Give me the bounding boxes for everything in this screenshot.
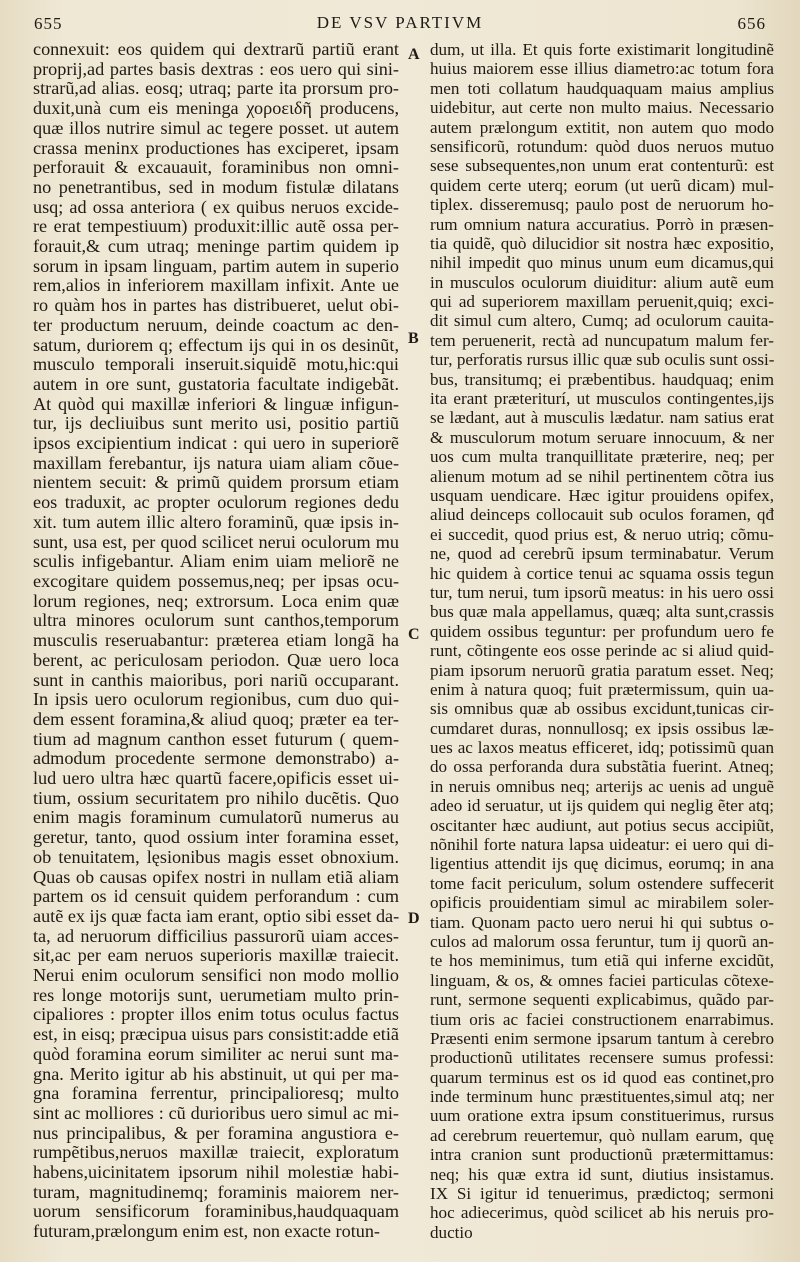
text-line: & musculorum motum seruare innocuum, & ner	[430, 427, 774, 447]
text-line: intra cranion sunt productionũ prætermittamus:	[430, 1145, 774, 1165]
text-line: in neruis omnibus neq; arterijs ac uenis ad unguẽ	[430, 776, 774, 796]
text-line: quidem certe uterq; eorum (ut uerũ dicam) mul-	[430, 175, 774, 195]
text-line: nihil impedit quo minus unum eum dicamus,qui	[430, 253, 774, 273]
text-line: sculis infigebantur. Aliam enim uiam meliorẽ ne	[33, 552, 399, 572]
text-line: ita erant præteriturí, ut musculos contingentes,ijs	[430, 389, 774, 409]
margin-letter-a: A	[408, 46, 420, 63]
text-line: IX Si igitur id tenuerimus, prædictoq; sermoni	[430, 1184, 774, 1204]
text-line: Quas ob causas opifex nostri in nullam etiã aliam	[33, 867, 399, 887]
text-line: tur, ijs decliuibus sunt merito usi, positio partiũ	[33, 414, 399, 434]
text-line: admodum procedente sermone demonstrabo) a-	[33, 749, 399, 769]
text-line: quidem ossibus teguntur: per profundum uero fe	[430, 621, 774, 641]
text-line: oscitanter hæc audiunt, aut potius secus accipiũt,	[430, 815, 774, 835]
text-line: berent, ac periculosam periodon. Quæ uero loca	[33, 650, 399, 670]
text-line: ligentius attendit ijs quę dicimus, eorumq; in ana	[430, 854, 774, 874]
text-line: uidebitur, aut certe non multo maius. Necessario	[430, 98, 774, 118]
text-line: Nerui enim oculorum sensifici non modo mollio	[33, 966, 399, 986]
text-line: rumpẽtibus,neruos maxillæ traiecit, exploratum	[33, 1143, 399, 1163]
text-line: ro quàm hos in partes has distribueret, uelut obi-	[33, 296, 399, 316]
text-line: nientem secuit: & primũ quidem prorsum etiam	[33, 473, 399, 493]
text-line: rum omnium natura accuratius. Porrò in præsen-	[430, 214, 774, 234]
text-line: tiam. Quonam pacto uero nerui hi qui subtus o-	[430, 912, 774, 932]
text-line: quæ illos nutrire simul ac tegere posset. ut autem	[33, 118, 399, 138]
text-line: maxillam ferebantur, ijs natura uiam aliam cõue-	[33, 453, 399, 473]
text-line: connexuit: eos quidem qui dextrarũ partiũ erant	[33, 40, 399, 59]
text-line: xit. tum autem illic altero foraminũ, quæ ipsis in-	[33, 512, 399, 532]
page-header	[34, 10, 766, 40]
text-line: ne, quod ad cerebrũ ipsum terminabatur. Verum	[430, 544, 774, 564]
text-line: turam, magnitudinemq; foraminis maiorem ner-	[33, 1182, 399, 1202]
text-line: culos ad malorum ossa feruntur, tum ij quorũ an-	[430, 931, 774, 951]
text-line: sorum in ipsam linguam, partim autem in superio	[33, 256, 399, 276]
text-line: ob tenuitatem, lęsionibus magis esset obnoxium.	[33, 847, 399, 867]
margin-letter-b: B	[408, 330, 419, 347]
margin-letter-c: C	[408, 626, 420, 643]
text-line: ei succedit, quod prius est, & neruo utriq; cõmu-	[430, 524, 774, 544]
text-line: runt, cõtingente eos osse perinde ac si aliud quid-	[430, 641, 774, 661]
text-line: autem in ore sunt, gustatoria facultate indigebãt.	[33, 374, 399, 394]
text-line: alienum motum ad se nihil pertinentem cõtra ius	[430, 466, 774, 486]
margin-letter-d: D	[408, 910, 420, 927]
text-line: sunt in canthis maioribus, pori nariũ occuparant.	[33, 670, 399, 690]
text-line: tium, ossium securitatem pro nihilo ducẽtis. Quo	[33, 788, 399, 808]
text-line: ultra minores oculorum sunt canthos,temporum	[33, 611, 399, 631]
text-line: nus principalibus, & per foramina angustiora e-	[33, 1123, 399, 1143]
text-line: sese subsequentes,non unum erat contenturũ: est	[430, 156, 774, 176]
text-line: uum oratione extra ipsum constituerimus, rursus	[430, 1106, 774, 1126]
text-line: tium ad magnum canthon esset futurum ( quem-	[33, 729, 399, 749]
text-line: cipaliores : propter illos enim totus oculus factus	[33, 1005, 399, 1025]
text-line: Præsenti enim sermone ipsarum tantum à cerebro	[430, 1028, 774, 1048]
text-line: sis omnibus quæ ab ossibus excidunt,tunicas cir-	[430, 699, 774, 719]
text-line: sint ac molliores : cũ durioribus uero simul ac mi-	[33, 1103, 399, 1123]
text-line: te hos meminimus, tum etiã qui inferne excidũt,	[430, 951, 774, 971]
text-line: re erat tempestiuum) produxit:illic autẽ ossa per-	[33, 217, 399, 237]
text-line: nõnihil forte natura lapsa uideatur: ei uero qui di-	[430, 835, 774, 855]
text-line: enim à natura quoq; fuit prætermissum, quin ua-	[430, 679, 774, 699]
text-line: adeo id seruatur, ut ijs quidem qui neglig ẽter atq;	[430, 796, 774, 816]
text-line: linguam, & os, & omnes faciei particulas cõtexe-	[430, 970, 774, 990]
text-line: uos cum multa tranquillitate præterire, neq; per	[430, 447, 774, 467]
text-line: tiplex. disseremusq; paulo post de neruorum ho-	[430, 195, 774, 215]
text-line: in musculos oculorum diuiditur: alium autẽ eum	[430, 272, 774, 292]
text-line: sunt, usa est, per quod scilicet nerui oculorum mu	[33, 532, 399, 552]
text-line: satum, duriorem q; effectum ijs qui in os desinũt,	[33, 335, 399, 355]
text-line: At quòd qui maxillæ inferiori & linguæ infigun-	[33, 394, 399, 414]
text-line: dit simul cum altero, Cumq; ad oculorum cauita-	[430, 311, 774, 331]
right-text-column	[430, 40, 774, 1242]
text-line: quarum terminus est os id quod eas continet,pro	[430, 1067, 774, 1087]
text-line: huius maiorem esse illius diametro:ac totum fora	[430, 59, 774, 79]
text-line: sensificorũ, rotundum: quòd duos neruos mutuo	[430, 136, 774, 156]
text-line: productionũ utilitates recensere sumus professi:	[430, 1048, 774, 1068]
text-line: ad cerebrum reuertemur, quò nullam earum, quę	[430, 1125, 774, 1145]
text-line: ductio	[430, 1222, 473, 1242]
text-line: qui ad superiorem maxillam peruenit,quiq; exci-	[430, 292, 774, 312]
left-text-column	[33, 40, 399, 1242]
text-line: piam ipsorum neruorũ gratia paratum esset. Neq;	[430, 660, 774, 680]
text-line: quòd foramina eorum similiter ac nerui sunt ma-	[33, 1044, 399, 1064]
text-line: strarũ,ad alias. eosq; utraq; parte ita prorsum pro-	[33, 79, 399, 99]
text-line: cumdaret duras, nonnullosq; ex ipsis ossibus læ-	[430, 718, 774, 738]
text-line: lud uero ultra hæc quartũ facere,opificis esset ui-	[33, 769, 399, 789]
text-line: ta, ad neruorum difficilius passurorũ uiam acces-	[33, 926, 399, 946]
text-line: do ossa perforanda dura substãtia fuerint. Atneq;	[430, 757, 774, 777]
text-line: gna foramina ferrentur, principalioresq; multo	[33, 1084, 399, 1104]
text-line: runt, sermone sequenti explicabimus, quãdo par-	[430, 990, 774, 1010]
text-line: opificis prouidentiam simul ac mirabilem soler-	[430, 893, 774, 913]
text-line: uorum sensificorum foraminibus,haudquaquam	[33, 1202, 399, 1222]
text-line: rem,alios in inferiorem maxillam infixit. Ante ue	[33, 276, 399, 296]
text-line: tium oris ac faciei constructionem enarrabimus.	[430, 1009, 774, 1029]
text-line: autẽ ex ijs quæ facta iam erant, optio sibi esset da-	[33, 906, 399, 926]
text-line: In ipsis uero oculorum regionibus, cum duo qui-	[33, 690, 399, 710]
text-line: forauit,& cum utraq; meninge partim quidem ip	[33, 237, 399, 257]
text-line: geretur, tanto, quod ossium inter foramina esset,	[33, 828, 399, 848]
text-line: tome facit periculum, solum ostendere suffecerit	[430, 873, 774, 893]
text-line: tur, tum nerui, tum ipsorũ meatus: in his uero ossi	[430, 582, 774, 602]
text-line: tem peruenerit, rectà ad nuncupatum malum fer-	[430, 330, 774, 350]
text-line: bus quæ mala appellamus, quæq; alta sunt,crassis	[430, 602, 774, 622]
text-line: lorum regiones, neq; extrorsum. Loca enim quæ	[33, 591, 399, 611]
text-line: habens,uicinitatem ipsorum nihil molestiæ habi-	[33, 1163, 399, 1183]
running-title: DE VSV PARTIVM	[316, 13, 484, 32]
text-line: partem os id censuit quidem perforandum : cum	[33, 887, 399, 907]
text-line: ter productum neruum, deinde coactum ac den-	[33, 315, 399, 335]
text-line: proprij,ad partes basis dextras : eos uero qui sini-	[33, 59, 399, 79]
text-line: tia quidẽ, quò dilucidior sit nostra hæc expositio,	[430, 233, 774, 253]
text-line: hic quidem à cortice tenui ac squama ossis tegun	[430, 563, 774, 583]
text-line: futuram,prælongum enim est, non exacte rotun-	[33, 1222, 380, 1242]
text-line: usquam uendicare. Hæc igitur prouidens opifex,	[430, 485, 774, 505]
text-line: se lædant, aut à musculis lædatur. nam satius erat	[430, 408, 774, 428]
text-line: bus, transitumq; ei præbentibus. haudquaq; enim	[430, 369, 774, 389]
text-line: gna. Merito igitur ab his abstinuit, ut qui per ma-	[33, 1064, 399, 1084]
text-line: crassa meninx productiones has exciperet, ipsam	[33, 138, 399, 158]
text-line: men toti collatum haudquaquam maius amplius	[430, 78, 774, 98]
text-line: duxit,unà cum eis meninga χοροειδῆ producens,	[33, 99, 399, 119]
text-line: dum, ut illa. Et quis forte existimarit longitudinẽ	[430, 40, 774, 59]
text-line: ipsos excipientium indicat : qui uero in superiorẽ	[33, 434, 399, 454]
text-line: dem essent foramina,& aliud quoq; præter ea ter-	[33, 709, 399, 729]
text-line: no penetrantibus, sed in modum fistulæ dilatans	[33, 177, 399, 197]
text-line: ues ac laxos meatus efficeret, idq; potissimũ quan	[430, 738, 774, 758]
page-number-left: 655	[34, 14, 63, 33]
text-line: neq; his quæ extra id sunt, diutius insistamus.	[430, 1164, 774, 1184]
text-line: res longe motorijs sunt, uerumetiam multo prin-	[33, 985, 399, 1005]
text-line: usq; ad ossa anteriora ( ex quibus neruos excide-	[33, 197, 399, 217]
text-line: tur, perforatis rursus illic quæ sub oculis sunt ossi-	[430, 350, 774, 370]
text-line: inde terminum hunc præstituentes,simul atq; ner	[430, 1087, 774, 1107]
text-line: enim magis foraminum cumulatorũ numerus au	[33, 808, 399, 828]
text-line: hoc adiecerimus, quòd scilicet ab his neruis pro-	[430, 1203, 774, 1223]
text-line: eos traduxit, ac propter oculorum regiones dedu	[33, 493, 399, 513]
text-line: est, in eisq; præcipua uisus pars consistit:adde etiã	[33, 1025, 399, 1045]
text-line: sit,ac per eam neruos superioris maxillæ traiecit.	[33, 946, 399, 966]
page-number-right: 656	[737, 14, 766, 33]
text-line: musculis reseruabantur: præterea etiam longã ha	[33, 631, 399, 651]
text-line: aliud deinceps collocauit sub oculos foramen, qđ	[430, 505, 774, 525]
text-line: autem prælongum extitit, non autem quo modo	[430, 117, 774, 137]
text-line: perforauit & excauauit, foraminibus non omni-	[33, 158, 399, 178]
text-line: excogitare quidem possemus,neq; per ipsas ocu-	[33, 571, 399, 591]
text-line: musculo temporali inseruit.siquidẽ motu,hic:qui	[33, 355, 399, 375]
